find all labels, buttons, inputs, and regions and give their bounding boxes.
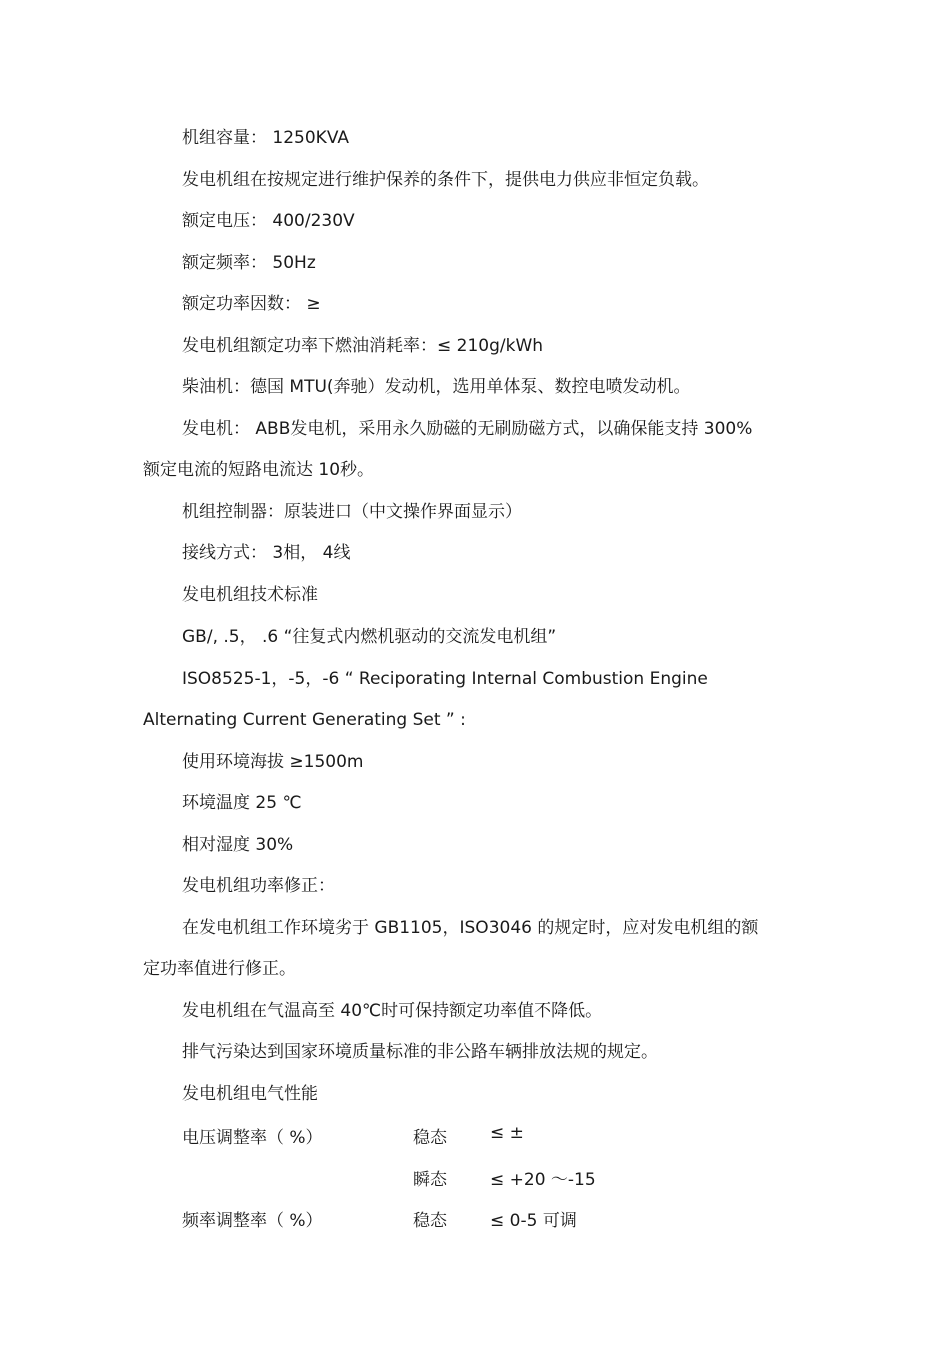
power-correction-heading: 发电机组功率修正： (182, 876, 335, 896)
humidity-line: 相对湿度 30% (182, 835, 294, 855)
controller-line: 机组控制器：原装进口（中文操作界面显示） (182, 502, 522, 522)
correction-condition-line-cont: 定功率值进行修正。 (143, 959, 296, 979)
tech-standard-heading: 发电机组技术标准 (182, 585, 318, 605)
fuel-consumption-line: 发电机组额定功率下燃油消耗率：≤ 210g/kWh (182, 336, 544, 356)
voltage-transient-value: ≤ +20 ～-15 (490, 1170, 596, 1190)
voltage-steady-label: 稳态 (413, 1128, 447, 1148)
frequency-steady-value: ≤ 0-5 可调 (490, 1211, 577, 1231)
voltage-regulation-label: 电压调整率（ %） (182, 1128, 323, 1148)
gb-standard-line: GB/, .5， .6 “往复式内燃机驱动的交流发电机组” (182, 627, 557, 647)
electrical-performance-heading: 发电机组电气性能 (182, 1084, 318, 1104)
maintenance-line: 发电机组在按规定进行维护保养的条件下，提供电力供应非恒定负载。 (182, 170, 709, 190)
voltage-transient-label: 瞬态 (413, 1170, 447, 1190)
rated-frequency-line: 额定频率： 50Hz (182, 253, 316, 273)
capacity-line: 机组容量： 1250KVA (182, 128, 349, 148)
frequency-regulation-label: 频率调整率（ %） (182, 1211, 323, 1231)
wiring-line: 接线方式： 3相， 4线 (182, 543, 351, 563)
temperature-line: 环境温度 25 ℃ (182, 793, 302, 813)
emission-line: 排气污染达到国家环境质量标准的非公路车辆排放法规的规定。 (182, 1042, 658, 1062)
correction-condition-line: 在发电机组工作环境劣于 GB1105，ISO3046 的规定时，应对发电机组的额 (182, 918, 759, 938)
iso-standard-line-cont: Alternating Current Generating Set ” : (143, 710, 466, 730)
temperature-rating-line: 发电机组在气温高至 40℃时可保持额定功率值不降低。 (182, 1001, 603, 1021)
rated-voltage-line: 额定电压： 400/230V (182, 211, 355, 231)
generator-line: 发电机： ABB发电机，采用永久励磁的无刷励磁方式，以确保能支持 300% (182, 419, 753, 439)
altitude-line: 使用环境海拔 ≥1500m (182, 752, 364, 772)
diesel-engine-line: 柴油机：德国 MTU(奔驰）发动机，选用单体泵、数控电喷发动机。 (182, 377, 691, 397)
iso-standard-line: ISO8525-1，-5，-6 “ Reciporating Internal Combustion Engine (182, 669, 708, 689)
power-factor-line: 额定功率因数： ≥ (182, 294, 321, 314)
generator-line-cont: 额定电流的短路电流达 10秒。 (143, 460, 375, 480)
voltage-steady-value: ≤ ± (490, 1123, 524, 1143)
frequency-steady-label: 稳态 (413, 1211, 447, 1231)
